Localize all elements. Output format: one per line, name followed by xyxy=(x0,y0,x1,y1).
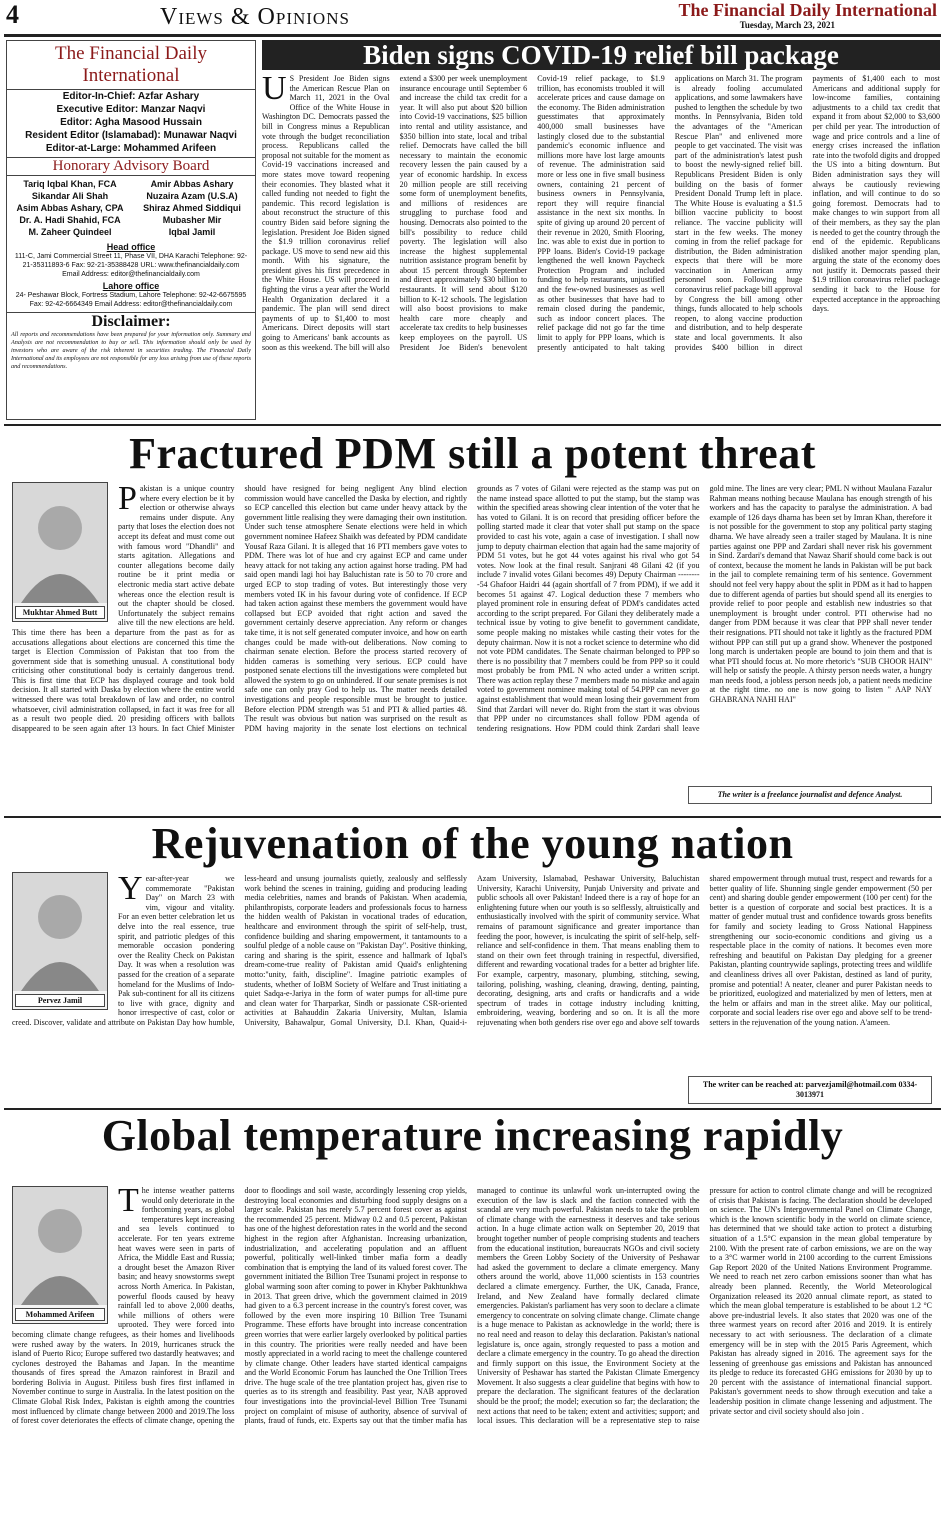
drop-cap: U xyxy=(262,74,287,107)
disclaimer-title: Disclaimer: xyxy=(7,312,255,331)
editor-line: Editor-at-Large: Mohammed Arifeen xyxy=(45,143,217,154)
board-member: Nuzaira Azam (U.S.A) xyxy=(146,191,238,201)
photo-spacer xyxy=(12,1186,112,1326)
editor-line: Executive Editor: Manzar Naqvi xyxy=(56,104,206,115)
board-member: Shiraz Ahmed Siddiqui xyxy=(143,203,241,213)
head-office-title: Head office xyxy=(106,242,156,252)
board-member: Mubasher Mir xyxy=(162,215,222,225)
youth-headline: Rejuvenation of the young nation xyxy=(151,819,794,868)
drop-cap: T xyxy=(118,1186,139,1219)
head-office-address: 111-C, Jami Commercial Street 11, Phase VII, DHA Karachi Telephone: 92-21-35311893-6 Fax: 92-21-35388428 URL: www.thefinancialdaily.com Email Address: editor@thefinancialdaily.com xyxy=(14,253,248,278)
disclaimer-text: All reports and recommendations have been prepared for your information only. Summary and Analysis are not recommendation to buy or sell. This information should only be used by investors who are aware of the risk inherent in securities trading. The Financial Daily International and its employees are not responsible for any loss arising from use of these reports and recommendations. xyxy=(11,331,251,370)
lahore-office-address: 24- Peshawar Block, Fortress Stadium, Lahore Telephone: 92-42-6675595 Fax: 92-42-6664349 Email Address: editor@thefinancialdaily.com xyxy=(15,292,247,308)
top-rule xyxy=(4,34,941,37)
article-text: S President Joe Biden signs the American Rescue Plan on March 11, 2021 in the Oval Office of the White House in Washington DC. Democrats passed the bill in Congress minus a Republican vote through the budget reconciliation process. Republicans called the proposal not suitable for the moment as Covid-19 vaccinations increased and more states move toward reopening their economies. They blasted what it called funding not needed to fight the pandemic. This record legislation is about reconstruct the structure of this country Biden said before signing the legislation. President Joe Biden signed the $1.9 trillion coronavirus relief package. US move to send new aid this month. With his signature, the president gives his first precedence in the White House. US will proceed in fighting the virus a year after the World Health Organization declared it a pandemic. The plan will send direct payments of up to $1,400 to most Americans. Direct deposits will start going to Americans' bank accounts as soon as this weekend. The bill will also extend a $300 per week unemployment insurance encourage until September 6 and increase the child tax credit for a year. It will also put about $20 billion into Covid-19 vaccinations, $25 billion into rental and utility assistance, and $350 billion into state, local and tribal relief. Democrats have called the bill necessary to maintain the economic recovery lessen the pain caused by a year of economic hardship. In excess 20 million people are still receiving some form of unemployment benefits, and millions of residences are struggling to purchase food and housing. Democrats also pointed to the bill's possibility to reduce child poverty. The legislation will also increase the highest supplemental nutrition assistance program benefit by about 15 percent through September and direct approximately $30 billion to restaurants. It will send about $120 billion to K-12 schools. The legislation will also boost provisions to make health care more cheaply and accelerate tax credits to help businesses keep employees on the payroll. US President Joe Biden's benevolent Covid-19 relief package, to $1.9 trillion, has economists troubled it will accelerate prices and cause damage on the economy. The Biden administration guesstimates that approximately 400,000 small businesses have lastingly closed due to the substantial pandemic's economic influence and millions more have lost large amounts of revenue. The administration said more or less one in five small business owners, containing 21 percent of business owners in Pennsylvania, report they will require financial assistance in the next six months. In spite of giving up around 20 percent of their revenue in 2020, Smith Flooring, Inc. was able to exist due in portion to PPP loans. Biden's Covid-19 package lengthened the well known Paycheck Protection Program and included funding to help restaurants, unjustified and the few-owned businesses as well as other businesses that have had to remain closed during the pandemic, such as indoor concert places. The relief package did not go far the time limit to apply for PPP loans, which is presently anticipated to halt taking applications on March 31. The program is already fooling accumulated applications, and some lawmakers have pushed to lengthen the schedule by two months. In Pennsylvania, Biden told the advantages of the "American Rescue Plan" and enlivened more people to get vaccinated. The visit was part of the administration's latest push to boost the newly-signed relief bill. Republicans President Biden is only building on the basis of former President Donald Trump left in place. The White House is evaluating a $1.5 billion vaccine publicity to boost reliance. The vaccine publicity will start in the few weeks. The money coming in from the relief package for distribution, the Biden administration expects that there will be more vaccination in American army personnel soon. Following huge coronavirus relief package bill approval by Congress the bill among other things, funds allocated to help schools reopen, to along vaccine production and distribution, and to help desperate state and local governments. It also provides $400 billion in direct payments of $1,400 each to most Americans and additional supply for low-income families, containing adjustments to a child tax credit that expand it from about $2,000 to $3,600 per child per year. The introduction of wage and price controls and a line of energy crises increased the inflation rate into the twofold digits and dropped the US into a biting downturn. But Biden administration says they will always be cautiously reviewing inflation, and will continue to do so going foremost. Democrats had to make changes to win support from all of their members, as they say the plan is needed to get the country through the end of the epidemic. Republicans disliked another major spending plan, arguing the state of the economy does not justify it. Democrats passed their $1.9 trillion coronavirus relief package sending it back to the House for expected acceptance in the approaching days. xyxy=(262,74,940,352)
pdm-article-body xyxy=(12,484,932,814)
lahore-office-title: Lahore office xyxy=(102,281,160,291)
board-member: M. Zaheer Quindeel xyxy=(28,227,112,237)
board-member: Tariq Iqbal Khan, FCA xyxy=(23,179,117,189)
climate-headline: Global temperature increasing rapidly xyxy=(101,1111,844,1160)
editor-line: Editor-In-Chief: Azfar Ashary xyxy=(62,91,200,102)
drop-cap: P xyxy=(118,484,137,517)
board-member: Sikandar Ali Shah xyxy=(31,191,109,201)
article-text: akistan is a unique country where every election be it by election or otherwise always remains under dispute. Any party that loses the election does not accept its defeat and must come out with famous word "Dhandli" and starts agitation. Allegations and counter allegations become daily routine be it print media or electronic media start active debate whereas once the election result is out the chapter should be closed. Unfortunately the subject remains alive till the new elections are held. This time there has been a departure from the past as for as accusations allegations about elections are concerned this time the target is Election Commission of Pakistan that too from the government side that is something unusual. A constitutional body criticising other constitutional body is certainly dangerous trend. This is first time that ECP has displayed courage and took bold decision. It all started with Daska by election where the entire world witnessed there was total breakdown of law and order, no control whatsoever, civil administration collapsed, in fact it was free for all as a result two people died. 20 presiding officers with ballots disappeared to be seen again after 13 hours. In fact Chief Minister should have resigned for being negligent Any blind election commission would have cancelled the Daska by election, and rightly so ECP cancelled this election but came under heavy attack by the government little realising they were damaging their own institution. Under such tense atmosphere Senate elections were held in which government nominee Hafeez Shaikh was defeated by PDM candidate Yousaf Raza Gilani. It is alleged that 16 PTI members gave votes to PDM. There was lot of hue and cry against ECP and came under heavy attack for not taking any action against horse trading. PM had said open mandi lagi hoi hay Baluchistan rate is 50 to 70 crore and urged ECP to stop trading of votes. But interestingly those very members voted IK in his favour during vote of confidence. If ECP had taken action against these members the government would have collapsed but ECP avoided that right action and saved the government certainly deserve appreciation. Any reform or changes take time, it is not self generated computer invoice, and how on earth changes could be made with-out deliberations. Now coming to chairman senate election. Before the process started recovery of hidden cameras is something very serious. ECP could have postponed senate elections till the investigations were completed but allowed the system to go on unhindered. If our senate premises is not safe one can only pray God to help us. The matter needs detailed investigations and people responsible must be brought to justice. Before election PDM strength was 51 and PTI & allied parties 48. The result was obvious but nation was surprised on the result as PDM having majority in the senate lost elections on technical grounds as 7 votes of Gilani were rejected as the stamp was put on the name instead space allotted to put the stamp, but the stamp was within the specified areas showing clear intention of the voter that he has voted to Gilani. It is on record that presiding officer before the polling started made it clear that voter shall put stamp on the space provided to cast his vote, again a case of investigation. I shall now jump to deputy chairman election that again had the same majority of PDM 51 votes, but he got 44 votes against his rival who got 54 votes. Now look at the final result. Sanjrani 48 Gilani 42 (if you include 7 invalid votes Gilani becomes 49) Deputy Chairman ---------54 Ghafoor Haidri 44 (again shortfall of 7 from PDM), if we add it becomes 51 against 47. Logical deduction these 7 members who played prominent role in ensuring defeat of PDM's candidates acted according to the script prepared. For Gilani they deliberately made a technical issue by voting to give benefit to government candidate, some people making no mistakes while casting their votes for the deputy chairman. Now it is not a rocket science to determine who did not vote PDM candidates. The Senate chairman belonged to PPP so there is no possibility that 7 members could be from PPP so it could most probably be from PML N who acted under a written script. There was action replay these 7 members made no mistake and again voted to government nominee making total of 54.PPP can never go against establishment that would mean losing their government from Sind that Zardari will never do. Right from the start it was obvious that PPP under no circumstances shall follow PDM agenda of tendering resignations. How PDM could think Zardari shall leave gold mine. The lines are very clear; PML N without Maulana Fazalur Rahman means nothing because Maulana has enough strength of his workers and has the capacity to paralyse the administration. A bad example of 126 days dharna has been set by Imran Khan, therefore it is not possible for the government to stop any political party staging dharna. We have already seen a trailer staged by Maulana. It is nine parties against one PPP and Zardari shall never risk his government in Sind. Zardari's demand that Nawaz Sharif should come back is out of context, because the moment he lands in Pakistan will be put back in the jail to complete remaining term of his sentence. Government should not feel very happy about the split in PDM as it had to happen due to different agenda of parties but should spend all its energies to provide relief to poor people and establish new industries so that unemployment is brought under control. PTI otherwise had no danger from PDM because it was clear that PPP shall never tender their resignations. PTI should not take it lightly as the fractured PDM without PPP can still put up a grand show. Whenever the postponed long march is undertaken people are bound to join them and that is what PTI should focus at. No more rhetoric's "SUB CHOOR HAIN" will help or satisfy the people. A thirsty person needs water, a hungry man needs food, a jobless person needs job, a patient needs medicine at the right time. no one is now going to listen " AAP NAY GHABRANA NAHI HAI" xyxy=(12,484,932,733)
advisory-board-title: Honorary Advisory Board xyxy=(7,157,255,176)
youth-article-body xyxy=(12,874,932,1106)
biden-article-body xyxy=(262,74,940,420)
photo-spacer xyxy=(12,484,112,626)
writer-credit: The writer can be reached at: parvezjamil@hotmail.com 0334-3013971 xyxy=(688,1076,932,1104)
pdm-headline: Fractured PDM still a potent threat xyxy=(129,429,816,478)
editor-line: Resident Editor (Islamabad): Munawar Naqvi xyxy=(25,130,237,141)
editor-list xyxy=(7,90,255,155)
newspaper-brand: The Financial Daily International xyxy=(678,0,937,20)
section-title: Views & Opinions xyxy=(160,4,350,30)
editor-line: Editor: Agha Masood Hussain xyxy=(60,117,202,128)
issue-date: Tuesday, March 23, 2021 xyxy=(739,20,835,30)
climate-article-body xyxy=(12,1186,932,1508)
drop-cap: Y xyxy=(118,874,143,907)
biden-headline: Biden signs COVID-19 relief bill package xyxy=(262,40,940,70)
writer-credit: The writer is a freelance journalist and defence Analyst. xyxy=(688,786,932,804)
author-name: Pervez Jamil xyxy=(15,994,105,1007)
photo-spacer xyxy=(12,874,112,1014)
board-member: Iqbal Jamil xyxy=(168,227,216,237)
masthead-title: The Financial Daily International xyxy=(7,41,255,90)
board-member: Asim Abbas Ashary, CPA xyxy=(16,203,124,213)
author-name: Mohammed Arifeen xyxy=(15,1308,105,1321)
page-number: 4 xyxy=(6,0,19,29)
board-member: Amir Abbas Ashary xyxy=(150,179,234,189)
board-member: Dr. A. Hadi Shahid, FCA xyxy=(19,215,121,225)
author-name: Mukhtar Ahmed Butt xyxy=(15,606,105,619)
section-divider xyxy=(4,424,941,426)
advisory-board-list xyxy=(7,176,255,240)
article-text: he intense weather patterns would only deteriorate in the forthcoming years, as global temperatures kept increasing and sea levels continued to accelerate. For ten years extreme heat waves were seen in parts of Africa, the Middle East and Russia; a drought beset the Amazon River basin; and heavy snowstorms swept across North America. In Pakistan, powerful floods caused by heavy rainfall led to above 2,000 deaths, while millions of others were uprooted. They were forced into becoming climate change refugees, as their homes and livelihoods were rushed away by the waters. In 2019, hurricanes struck the island of Puerto Rico; Europe suffered two dastardly heatwaves; and cyclones destroyed the Bahamas and Japan. In the meantime thousands of fires spread the Amazon rainforest in Brazil and bordering Bolivia in August. Pitiless bush fires first inflamed in November continue to surge in Australia. In the latest position on the Climate Global Risk Index, Pakistan is eighth among the countries most influenced by climate change between 2000 and 2019.The loss of forest cover deteriorates the effects of climate change, opening the door to floodings and soil waste, accordingly lessening crop yields, destroying local economies and disturbing food supply designs on a larger scale. Pakistan has merely 5.7 percent forest cover as against the recommended 25 percent. Midway 0.2 and 0.5 percent, Pakistan has one of the highest deforestation rates in the world and the second highest in the region after Afghanistan. Increasing urbanization, industrialization, and accelerating population and an affluent powerful, politically well-linked timber mafia form a deadly combination that is emptying the land of its valued forest cover. The government initiated the Billion Tree Tsunami project in response to global warming soon after coming to power in Khyber Pakhtunkhwa in 2013. That green drive, which the government claimed in 2019 had given to a 6.3 percent increase in the country's forest cover, was followed by the even more inspiring 10 Billion Tree Tsunami Programme. These efforts have brought into increase concentration green worries that were earlier largely overlooked by political parties in this country. The priorities were really needed and have been mostly appreciated in a world racing to meet the challenge countered by climate change. Other leaders have started identical campaigns and the World Economic Forum has launched the One Trillion Trees drive. The huge scale of the tree plantation project has, given rise to queries as to its strength and feasibility. Past year, NAB approved four investigations into the provincial-level Billion Tree Tsunami project on complaint of misuse of authority, absence of survival of plants, fraud of funds, etc. Experts say out that the timber mafia has managed to continue its unlawful work un-interrupted owing the execution of the law is slack and the faction connected with the scandal are very much powerful. Pakistan needs to take the problem of climate change with the earnestness it deserves and take serious action. In a huge climate action walk on September 20, 2019 that brought together number of people comprising students and teachers from the educational institution, bureaucrats NGOs and civil society members the Green Lobby Society of the University of Peshawar had asked the government to declare a climate emergency. Many others around the world, above 11,000 scientists in 153 countries declared a climate emergency. Further, the UK, Canada, France, Ireland, and New Zealand have formally declared climate emergencies. Pakistan's parliament has very soon to declare a climate emergency to concentrate on solving climate change. Climate change is a huge menace to Pakistan as acknowledge in the world; there is no real need and reason to delay this declaration. Pakistan's national legislature is, once again, strongly requested to pass a motion and declare a climate emergency in the country. To go ahead the direction and firmly support on this issue, the Environment Society at the University of Peshawar has started the Pakistan Climate Emergency Movement. It also suggests a clear guideline that begins with how to prepare the declaration. The significant features of the declaration should be the proof; the model; execution so far; the declaration; the next actions that need to be taken; extent and activities; support; and local issues. This declaration will be a representative step to raise pressure for action to control climate change and will be recognized of crisis that Pakistan is facing. The declaration should be developed on science. The UN's Intergovernmental Panel on Climate Change, which is the known scientific body in the world on climate science, has determined that we should take action to protect a disturbing situation of a 1.5°C expansion in the mean global temperature by 2100. With the present rate of carbon emissions, we are on the way to a 3°C warmer world in 2100 according to the current Emissions Gap Report 2020 of the United Nations Environment Programme. We need to reach net zero carbon emissions sooner than what has already been planned. Recently, the World Meteorological Organization released its 2020 annual climate report, as stated to which the mean global temperature is established to be about 1.2 °C above pre-industrial levels. It also states that 2020 was one of the three warmest years on record after 2016 and 2019. It is entirely necessary to act with seriousness. The declaration of a climate emergency will be in step with the 2015 Paris Agreement, which Pakistan has already signed in 2016. The agreement says for the lessening of greenhouse gas emissions and Pakistan has announced its pledge to reduce its forecasted GHG emissions for 2030 by up to 20 percent with the assistance of international financial support. Pakistan's government needs to show through execution and take a leadership position in climate change lessening and adjustment. The private sector and civil society should also join . xyxy=(12,1186,932,1426)
article-text: ear-after-year we commemorate "Pakistan Day" on March 23 with vim, vigour and vitality. For an even better celebration let us delve into the real essence, true spirit, and patriotic pledges of this memorable occasion pondering over the Reality Check on Pakistan Day. It was when a resolution was passed for the creation of a separate homeland for the Muslims of Indo-Pak sub-continent for all its citizens to live with grace, dignity and honor irrespective of cast, color or creed. Discover, validate and attribute on Pakistan Day how humble, less-heard and unsung journalists quietly, zealously and selflessly work behind the scenes in training, guiding and producing leading media celebrities, names and brands of Pakistan. When academia, philanthropists, corporate leaders and professionals focus to harness the hidden wealth of Pakistan in vocational trades of education, healthcare and environment through the spirit of self-help, trust, confidence building and sharing empowerment, it tantamounts to a soulful pledge of a noble cause on "Pakistan Day". Positive thinking, caring and sharing is the spirit, essence and hallmark of Iqbal's dream-come-true reality of Pakistan amid Quaid's enlightening motto:"unity, faith, discipline". Imagine patriotic examples of students, whether of IoBM Society of Welfare and Trust initiating a quiet Sadqa-e-Jariya in the form of water pumps for all-time pure and clean water for Tharparkar, Sindh or passionate CSR-oriented activities at Bahauddin Zakaria University, Multan, Islamia University, Bahawalpur, Gomal University, D.I. Khan, Quaid-i-Azam University, Islamabad, Peshawar University, Baluchistan University, Karachi University, Punjab University and private and public schools all over Pakistan! Indeed there is a ray of hope for an enlightening future when our youth is so selflessly, altruistically and enthusiastically involved with the spirit of community service. What remains of paramount significance and greater importance than feeding the poor, however, is inculcating the spirit of self-help, self-reliance and self-confidence in them. That means enabling them to stand on their own feet through training in respectful, diversified, different and rewarding vocational trades for a better ad brighter life. For example, carpentry, masonary, plumbing, stitching, sewing, tailoring, polishing, washing, cleaning, drawing, denting, painting, decorating, designing, arts and crafts or handicrafts and a wide spectrum of trades in cottage industry including knitting, embroidering, weaving, bordering and so on. It is all the more rejuvenating when both genders rise over ego and above self towards shared empowerment through mutual trust, respect and rewards for a better quality of life. Shunning single gender empowerment (50 per cent) and sharing double gender empowerment (100 per cent) for the better is a question of corporate and social best practices. It is a matter of gender mutual trust and confidence towards gross benefits for family and society leading to Gross National Happiness strengthening our socio-economic conditions and giving us a respectable place in the comity of nations. It becomes even more refreshing and beautiful on Pakistan Day pledging for a greener Pakistan, planting countrywide saplings, protecting trees and wildlife and cleanliness drives all over Pakistan, destined as land of purity, promise and potential! A neater, cleaner and purer Pakistan needs to be prioritized, euologized and materialized by men of letters, men at the helm or affairs and man in the street alike. May our political, corporate and social leaders rise over ego and above self to be trend-setters in the rejuvenation of the young nation. A'ameen. xyxy=(12,874,932,1027)
masthead-box xyxy=(6,40,256,420)
